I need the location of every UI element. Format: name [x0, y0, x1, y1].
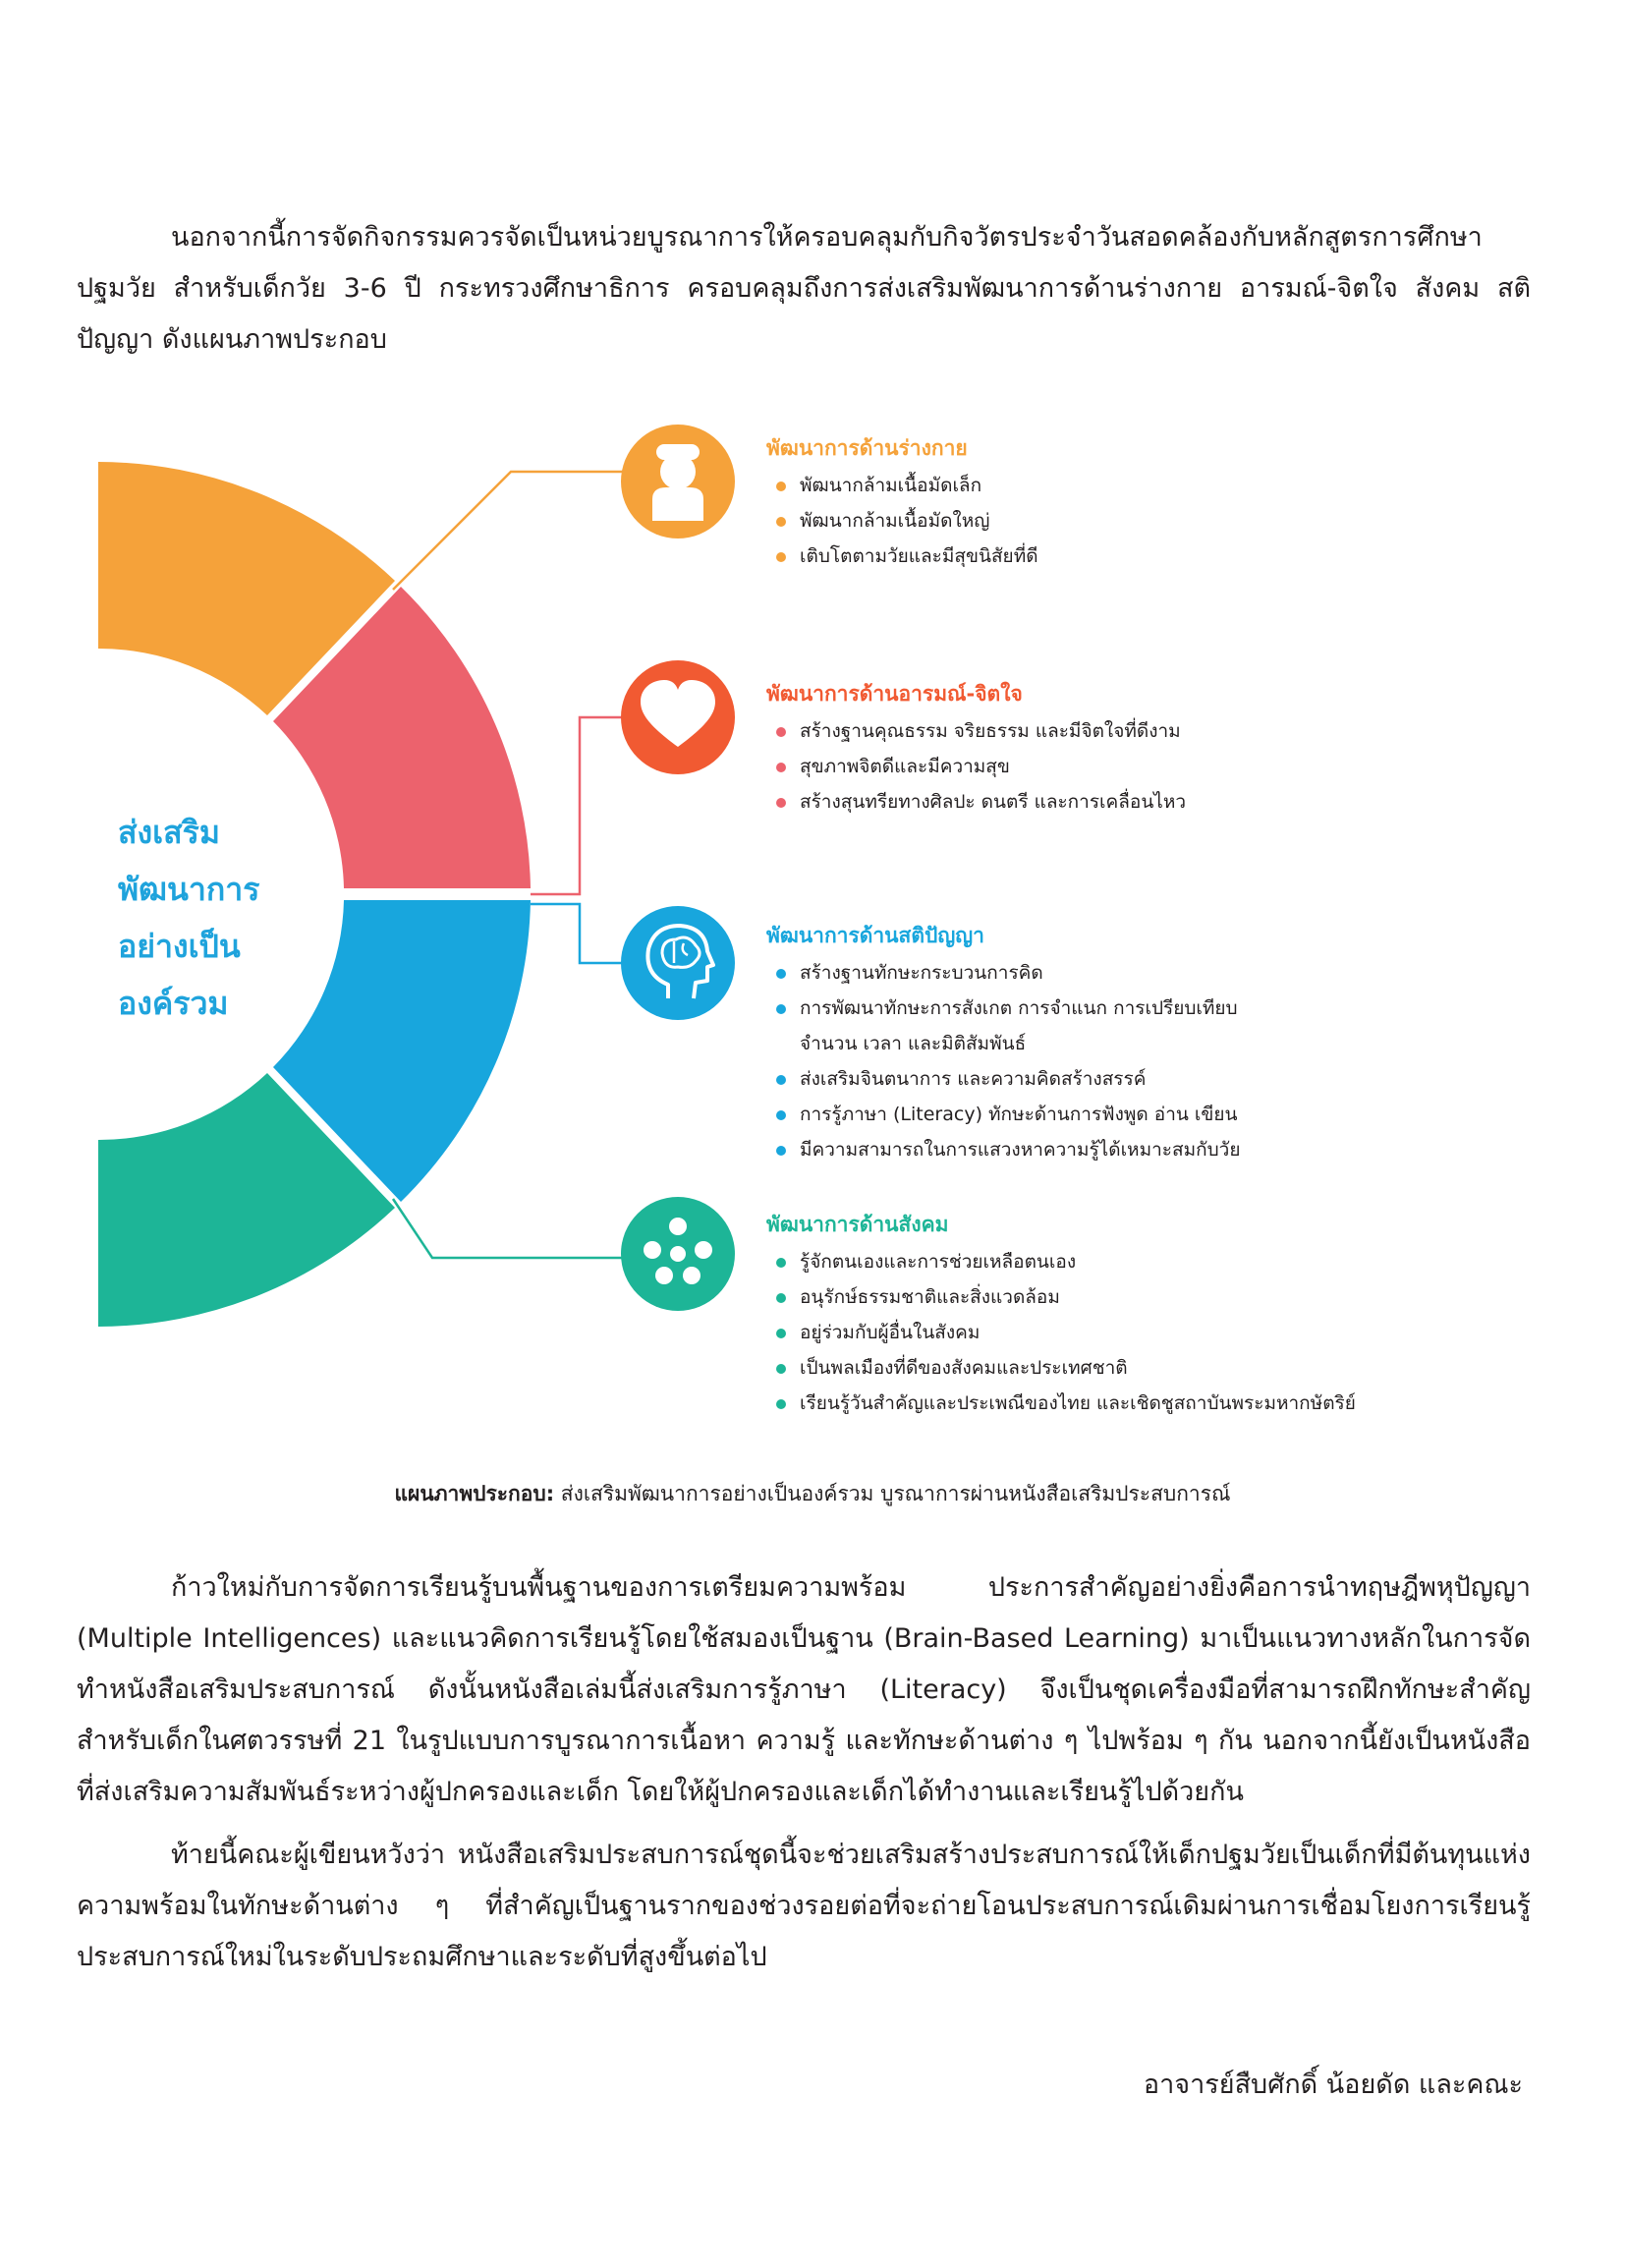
- bullet-dot: [776, 482, 786, 491]
- bullet-dot: [776, 517, 786, 527]
- bullet-dot: [776, 798, 786, 808]
- list-item: พัฒนากล้ามเนื้อมัดเล็ก: [766, 468, 1592, 503]
- section-title: พัฒนาการด้านสังคม: [766, 1213, 949, 1236]
- bullet-dot: [776, 763, 786, 772]
- bullet-dot: [776, 1399, 786, 1409]
- bullet-dot: [776, 1329, 786, 1338]
- bullet-dot: [776, 1364, 786, 1374]
- section-title: พัฒนาการด้านร่างกาย: [766, 436, 968, 460]
- holistic-development-diagram: [0, 413, 1625, 1454]
- body-paragraph: ท้ายนี้คณะผู้เขียนหวังว่า หนังสือเสริมประสบการณ์ชุดนี้จะช่วยเสริมสร้างประสบการณ์ให้เด็กปฐมวัยเป็นเด็กที่มีต้นทุนแห่งความพร้อมในทักษะด้านต่าง ๆ ที่สำคัญเป็นฐานรากของช่วงรอยต่อที่จะถ่ายโอนประสบการณ์เดิมผ่านการเชื่อมโยงการเรียนรู้ประสบการณ์ใหม่ในระดับประถมศึกษาและระดับที่สูงขึ้นต่อไป: [77, 1840, 1531, 1972]
- section-social: [766, 1211, 1592, 1421]
- bullet-dot: [776, 1110, 786, 1120]
- bullet-dot: [776, 727, 786, 737]
- list-item: สร้างฐานคุณธรรม จริยธรรม และมีจิตใจที่ดีงาม: [766, 713, 1592, 749]
- figure-caption: [0, 1479, 1625, 1508]
- section-title: พัฒนาการด้านอารมณ์-จิตใจ: [766, 682, 1023, 706]
- section-list: [766, 468, 1592, 574]
- section-title: พัฒนาการด้านสติปัญญา: [766, 924, 984, 947]
- list-item: อนุรักษ์ธรรมชาติและสิ่งแวดล้อม: [766, 1279, 1592, 1315]
- section-list: [766, 713, 1592, 820]
- list-item: สร้างฐานทักษะกระบวนการคิด: [766, 955, 1592, 991]
- body-paragraph: ก้าวใหม่กับการจัดการเรียนรู้บนพื้นฐานของการเตรียมความพร้อม ประการสำคัญอย่างยิ่งคือการนำทฤษฎีพหุปัญญา (Multiple Intelligences) และแนวคิดการเรียนรู้โดยใช้สมองเป็นฐาน (Brain-Based Learning) มาเป็นแนวทางหลักในการจัดทำหนังสือเสริมประสบการณ์ ดังนั้นหนังสือเล่มนี้ส่งเสริมการรู้ภาษา (Literacy) จึงเป็นชุดเครื่องมือที่สามารถฝึกทักษะสำคัญสำหรับเด็กในศตวรรษที่ 21 ในรูปแบบการบูรณาการเนื้อหา ความรู้ และทักษะด้านต่าง ๆ ไปพร้อม ๆ กัน นอกจากนี้ยังเป็นหนังสือที่ส่งเสริมความสัมพันธ์ระหว่างผู้ปกครองและเด็ก โดยให้ผู้ปกครองและเด็กได้ทำงานและเรียนรู้ไปด้วยกัน: [77, 1572, 1531, 1807]
- bullet-dot: [776, 1004, 786, 1014]
- list-item: เรียนรู้วันสำคัญและประเพณีของไทย และเชิดชูสถาบันพระมหากษัตริย์: [766, 1386, 1592, 1421]
- list-item: อยู่ร่วมกับผู้อื่นในสังคม: [766, 1315, 1592, 1350]
- list-item: การพัฒนาทักษะการสังเกต การจำแนก การเปรียบเทียบ: [766, 991, 1592, 1026]
- connector-physical: [393, 472, 639, 590]
- caption-label: แผนภาพประกอบ:: [394, 1482, 555, 1505]
- list-item: เติบโตตามวัยและมีสุขนิสัยที่ดี: [766, 539, 1592, 574]
- list-item: ส่งเสริมจินตนาการ และความคิดสร้างสรรค์: [766, 1061, 1592, 1097]
- center-title: [118, 804, 259, 1032]
- bullet-dot: [776, 1293, 786, 1303]
- brain-head-icon-circle: [621, 906, 735, 1020]
- section-list: [766, 1244, 1592, 1421]
- list-item: พัฒนากล้ามเนื้อมัดใหญ่: [766, 503, 1592, 539]
- list-item: สุขภาพจิตดีและมีความสุข: [766, 749, 1592, 784]
- section-intellectual: [766, 922, 1592, 1167]
- section-physical: [766, 434, 1592, 574]
- bullet-dot: [776, 969, 786, 979]
- bullet-dot: [776, 1258, 786, 1268]
- author-signature: อาจารย์สืบศักดิ์ น้อยดัด และคณะ: [1143, 2070, 1523, 2100]
- caption-text: ส่งเสริมพัฒนาการอย่างเป็นองค์รวม บูรณาการผ่านหนังสือเสริมประสบการณ์: [554, 1482, 1231, 1505]
- intro-paragraph: นอกจากนี้การจัดกิจกรรมควรจัดเป็นหน่วยบูรณาการให้ครอบคลุมกับกิจวัตรประจำวันสอดคล้องกับหลักสูตรการศึกษาปฐมวัย สำหรับเด็กวัย 3-6 ปี กระทรวงศึกษาธิการ ครอบคลุมถึงการส่งเสริมพัฒนาการด้านร่างกาย อารมณ์-จิตใจ สังคม สติปัญญา ดังแผนภาพประกอบ: [77, 222, 1531, 355]
- bullet-dot: [776, 552, 786, 562]
- list-item: มีความสามารถในการแสวงหาความรู้ได้เหมาะสมกับวัย: [766, 1132, 1592, 1167]
- list-item: การรู้ภาษา (Literacy) ทักษะด้านการฟังพูด อ่าน เขียน: [766, 1097, 1592, 1132]
- center-title-line: พัฒนาการ: [118, 871, 260, 908]
- list-item: สร้างสุนทรียทางศิลปะ ดนตรี และการเคลื่อนไหว: [766, 784, 1592, 820]
- center-title-line: องค์รวม: [118, 985, 229, 1022]
- center-title-line: อย่างเป็น: [118, 928, 241, 965]
- list-item: จำนวน เวลา และมิติสัมพันธ์: [800, 1033, 1027, 1054]
- section-emotional: [766, 680, 1592, 820]
- bullet-dot: [776, 1075, 786, 1085]
- center-title-line: ส่งเสริม: [118, 814, 220, 851]
- list-item: เป็นพลเมืองที่ดีของสังคมและประเทศชาติ: [766, 1350, 1592, 1386]
- connector-social: [393, 1199, 639, 1258]
- bullet-dot: [776, 1146, 786, 1156]
- section-list: [766, 955, 1592, 1167]
- connector-emotional: [531, 717, 639, 894]
- list-item: รู้จักตนเองและการช่วยเหลือตนเอง: [766, 1244, 1592, 1279]
